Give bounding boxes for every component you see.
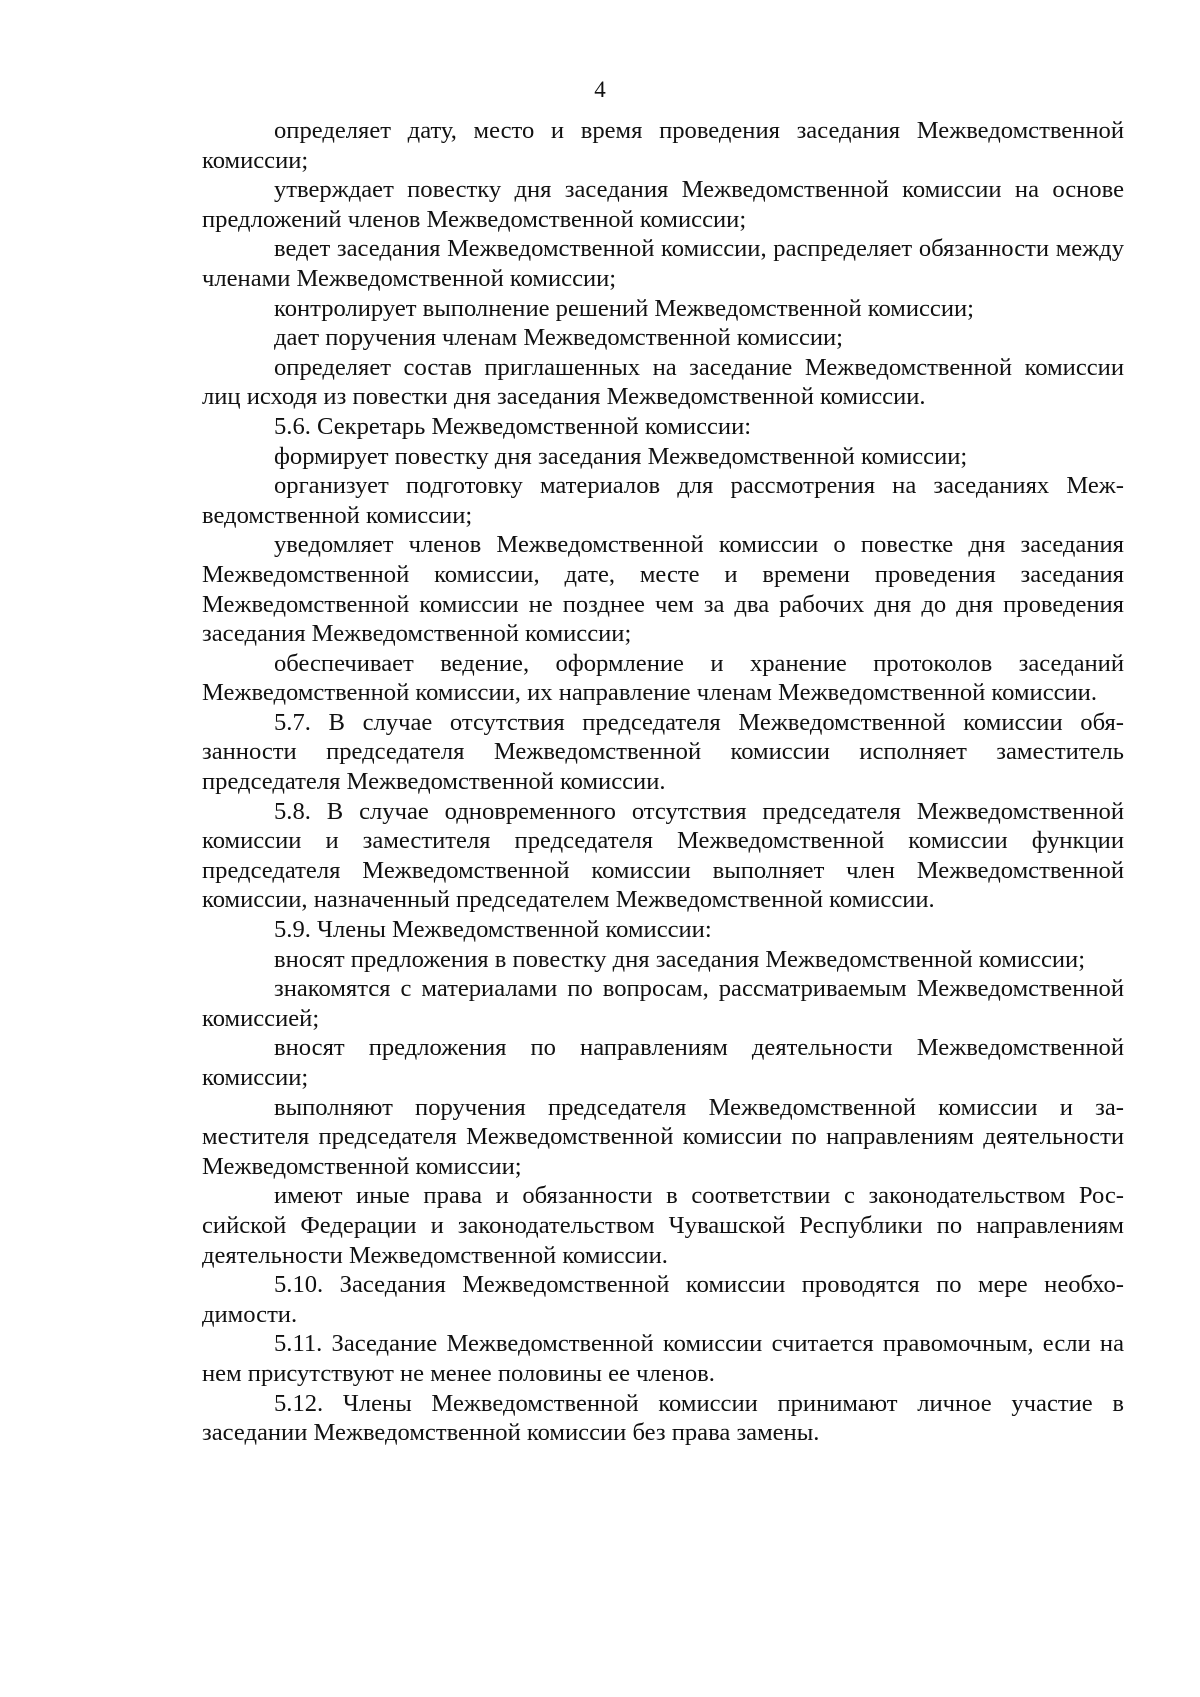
paragraph: уведомляет членов Межведомственной комиссии о повестке дня заседания Межведомственной комиссии, дате, месте и времени проведения заседания Межведомственной комиссии не позднее чем за два рабочих дня до дня проведения заседания Межведомственной комиссии;	[202, 531, 1124, 648]
paragraph: 5.8. В случае одновременного отсутствия председателя Межведомственной комиссии и заместителя председателя Межведомственной комиссии функции председателя Межведомственной комиссии выполняет член Межведомственной комиссии, назначенный председателем Межведомственной комиссии.	[202, 797, 1124, 914]
paragraph: организует подготовку материалов для рассмотрения на заседаниях Межведомственной комиссии;	[202, 472, 1124, 529]
paragraph: вносят предложения в повестку дня заседания Межведомственной комиссии;	[274, 945, 1086, 973]
paragraph: выполняют поручения председателя Межведомственной комиссии и заместителя председателя Межведомственной комиссии по направлениям деятельности Межведомственной комиссии;	[202, 1093, 1124, 1180]
paragraph: утверждает повестку дня заседания Межведомственной комиссии на основе предложений членов Межведомственной комиссии;	[202, 176, 1124, 233]
paragraph: формирует повестку дня заседания Межведомственной комиссии;	[274, 442, 968, 470]
paragraph: 5.12. Члены Межведомственной комиссии принимают личное участие в заседании Межведомственной комиссии без права замены.	[202, 1389, 1124, 1447]
paragraph: определяет состав приглашенных на заседание Межведомственной комиссии лиц исходя из повестки дня заседания Межведомственной комиссии.	[202, 353, 1124, 411]
document-body	[202, 116, 1124, 1448]
paragraph: 5.7. В случае отсутствия председателя Межведомственной комиссии обязанности председателя Межведомственной комиссии исполняет заместитель председателя Межведомственной комиссии.	[202, 708, 1124, 796]
paragraph: дает поручения членам Межведомственной комиссии;	[274, 324, 844, 352]
paragraph: знакомятся с материалами по вопросам, рассматриваемым Межведомственной комиссией;	[202, 975, 1124, 1032]
paragraph: обеспечивает ведение, оформление и хранение протоколов заседаний Межведомственной комиссии, их направление членам Межведомственной комиссии.	[202, 649, 1124, 707]
paragraph: контролирует выполнение решений Межведомственной комиссии;	[274, 294, 975, 322]
paragraph: 5.10. Заседания Межведомственной комиссии проводятся по мере необходимости.	[202, 1271, 1124, 1328]
paragraph: ведет заседания Межведомственной комиссии, распределяет обязанности между членами Межведомственной комиссии;	[202, 235, 1124, 292]
paragraph: 5.6. Секретарь Межведомственной комиссии:	[274, 412, 752, 440]
paragraph: определяет дату, место и время проведения заседания Межведомственной комиссии;	[202, 117, 1124, 174]
paragraph: вносят предложения по направлениям деятельности Межведомственной комиссии;	[202, 1034, 1124, 1091]
paragraph: имеют иные права и обязанности в соответствии с законодательством Российской Федерации и законодательством Чувашской Республики по направлениям деятельности Межведомственной комиссии.	[202, 1182, 1124, 1269]
paragraph: 5.9. Члены Межведомственной комиссии:	[274, 916, 712, 944]
page-number: 4	[594, 77, 606, 102]
paragraph: 5.11. Заседание Межведомственной комиссии считается правомочным, если на нем присутствуют не менее половины ее членов.	[202, 1330, 1124, 1387]
